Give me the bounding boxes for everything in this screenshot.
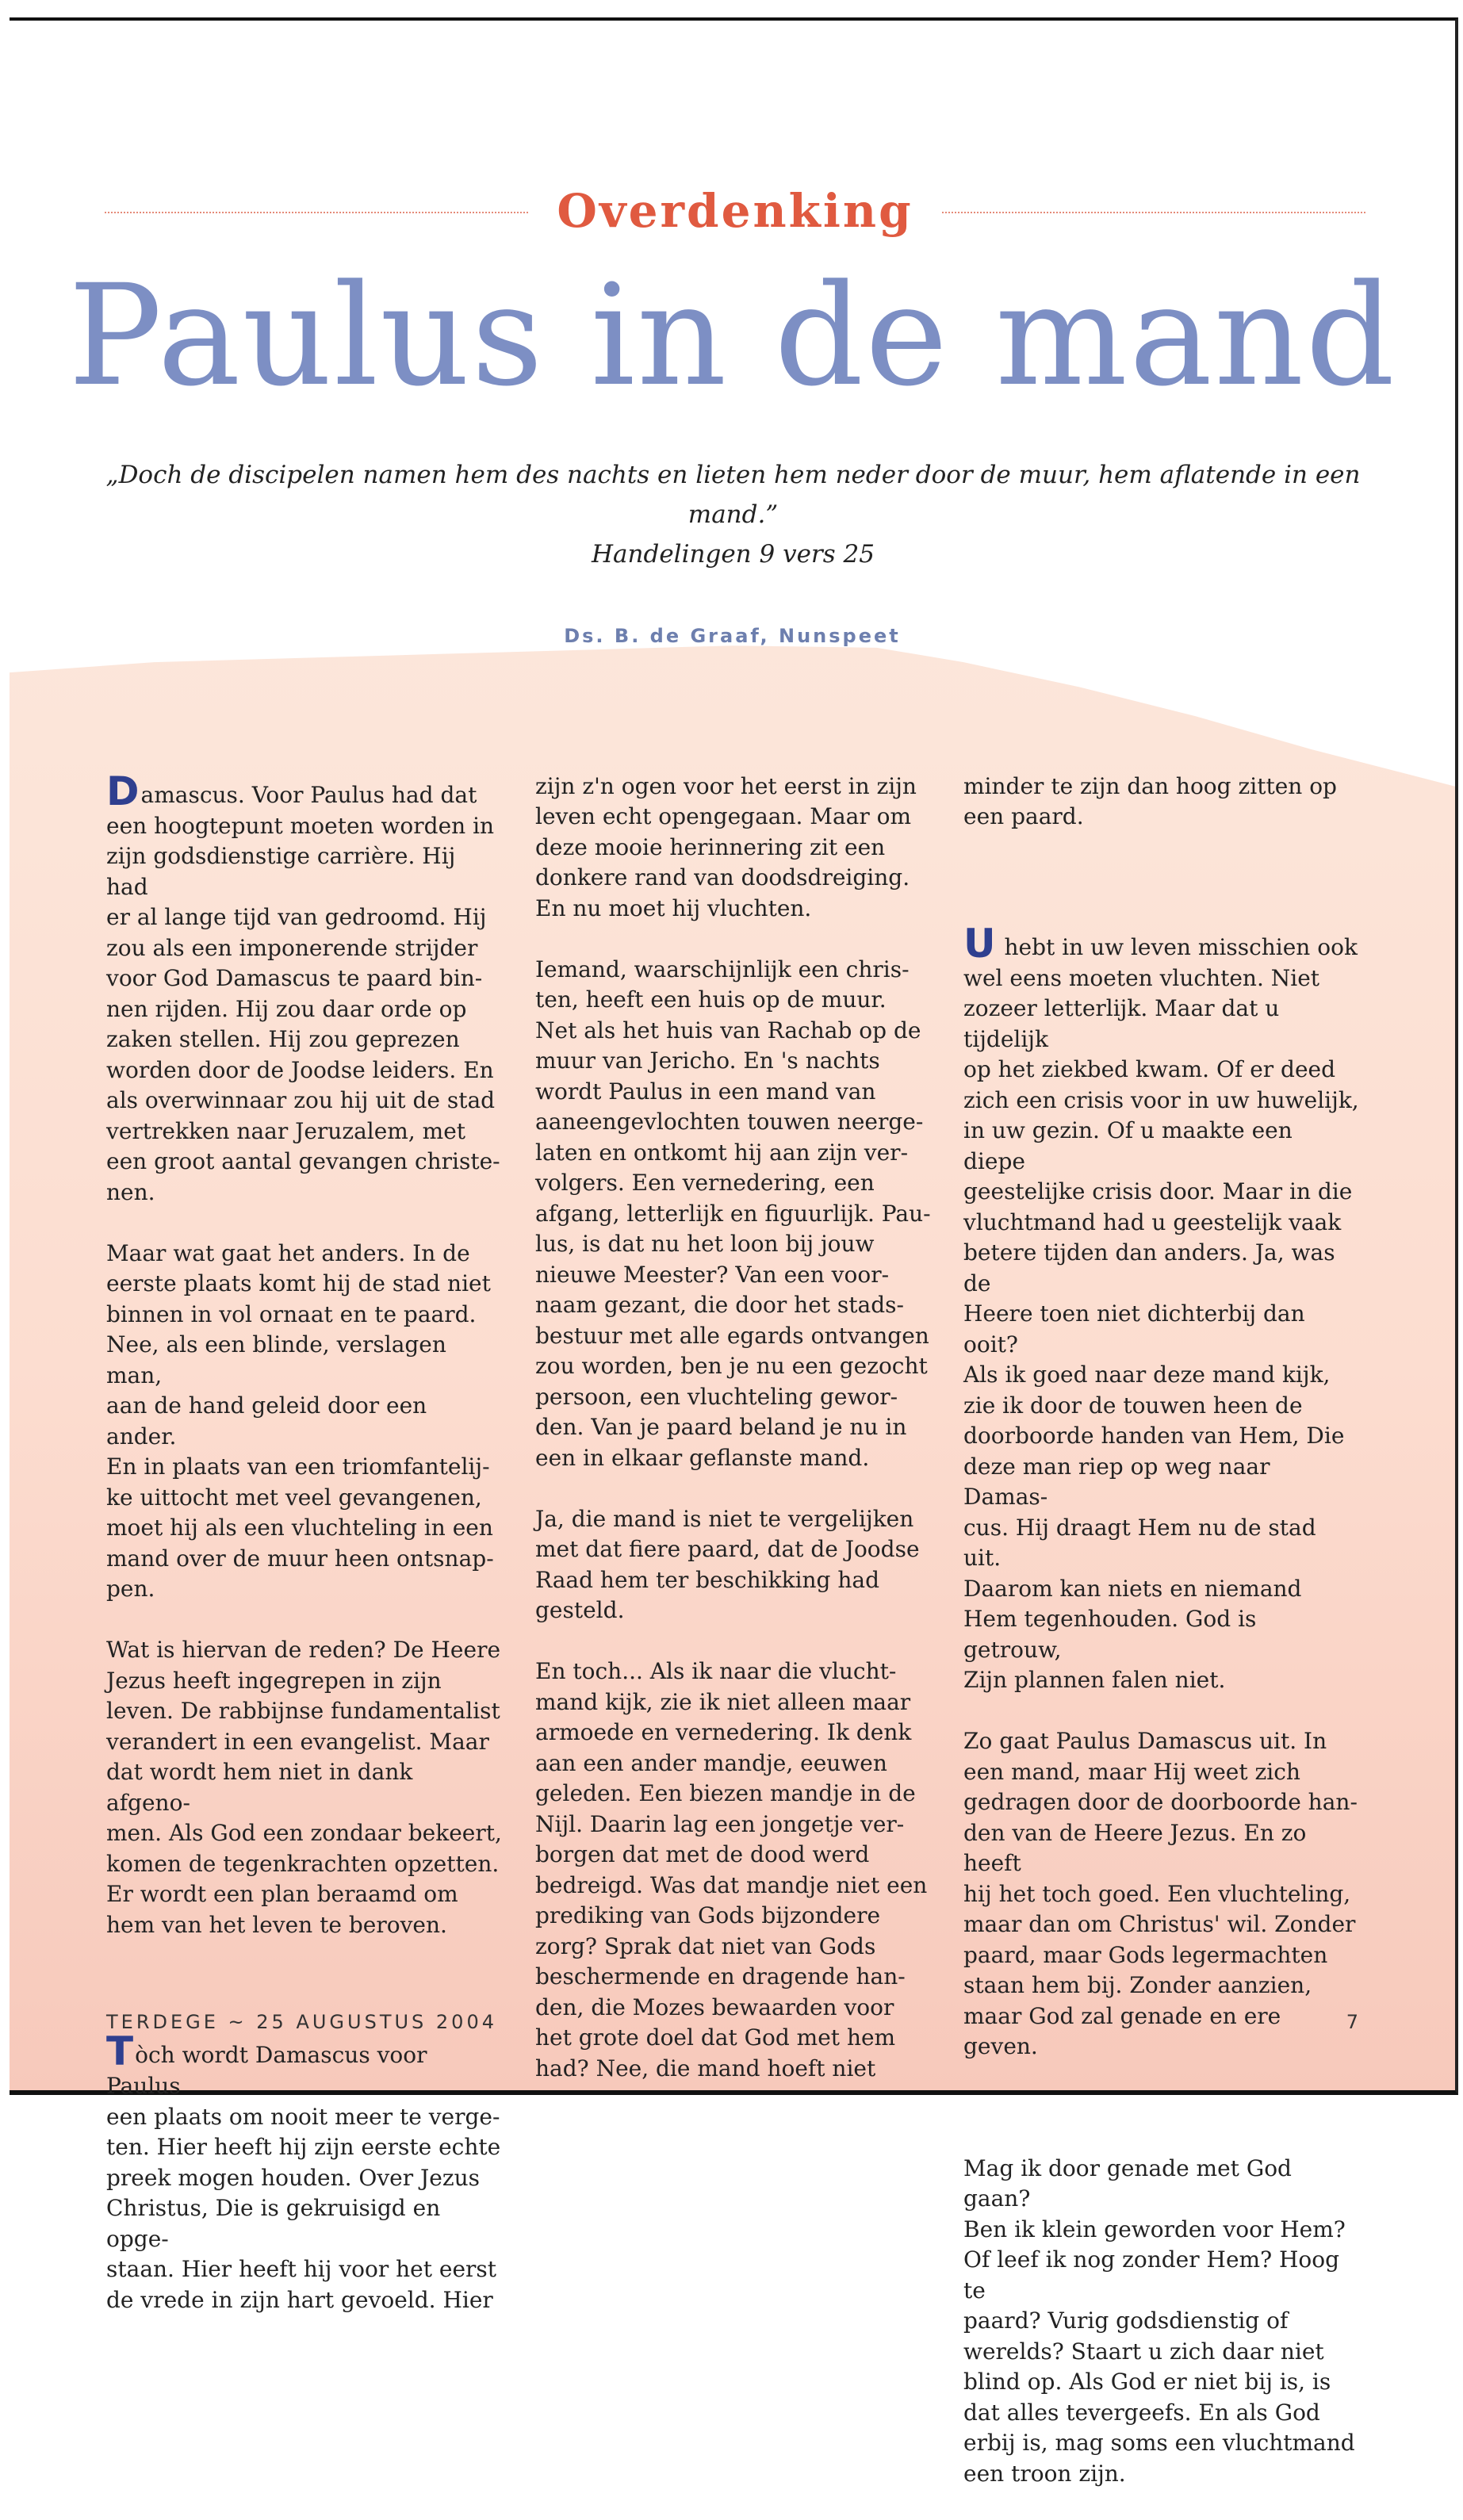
epigraph bbox=[89, 455, 1377, 574]
section-header bbox=[105, 179, 1365, 243]
paragraph bbox=[106, 2028, 503, 2315]
drop-cap: U bbox=[963, 920, 996, 967]
article-column-2 bbox=[535, 741, 932, 2115]
dotted-rule-left bbox=[105, 212, 528, 213]
paragraph: Mag ik door genade met God gaan? Ben ik klein geworden voor Hem? Of leef ik nog zonder Hem? Hoog te paard? Vurig godsdienstig of werelds? Staart u zich daar niet blind op. Als God er niet bij is, is dat alles tevergeefs. En als God erbij is, mag soms een vluchtmand een troon zijn. bbox=[963, 2154, 1355, 2487]
paragraph: Zo gaat Paulus Damascus uit. In een mand, maar Hij weet zich gedragen door de doorboorde han- den van de Heere Jezus. En zo heeft hij het toch goed. Een vluchteling, maar dan om Christus' wil. Zonder paard, maar Gods legermachten staan hem bij. Zonder aanzien, maar God zal genade en ere geven. bbox=[963, 1728, 1358, 2059]
dotted-rule-right bbox=[942, 212, 1365, 213]
article-column-3 bbox=[963, 741, 1360, 2520]
article-title: Paulus in de mand bbox=[68, 255, 1396, 417]
paragraph bbox=[106, 768, 503, 1208]
paragraph-text: hebt in uw leven misschien ook wel eens moeten vluchten. Niet zozeer letterlijk. Maar dat u tijdelijk op het ziekbed kwam. Of er deed zich een crisis voor in uw huwelijk, in uw gezin. Of u maakte een diepe geestelijke crisis door. Maar in die vluchtmand had u geestelijk vaak betere tijden dan anders. Ja, was de Heere toen niet dichterbij dan ooit? Als ik goed naar deze mand kijk, zie ik door de touwen heen de doorboorde handen van Hem, Die deze man riep op weg naar Damas- cus. Hij draagt Hem nu de stad uit. Daarom kan niets en niemand Hem tegenhouden. God is getrouw, Zijn plannen falen niet. bbox=[963, 933, 1359, 1693]
section-label: Overdenking bbox=[557, 184, 913, 238]
paragraph: minder te zijn dan hoog zitten op een paard. bbox=[963, 772, 1337, 829]
article-column-1 bbox=[106, 741, 503, 2346]
paragraph: En toch... Als ik naar die vlucht- mand kijk, zie ik niet alleen maar armoede en vernedering. Ik denk aan een ander mandje, eeuwen geleden. Een biezen mandje in de Nijl. Daarin lag een jongetje ver- borgen dat met de dood werd bedreigd. Was dat mandje niet een prediking van Gods bijzondere zorg? Sprak dat niet van Gods beschermende en dragende han- den, die Mozes bewaarden voor het grote doel dat God met hem had? Nee, die mand hoeft niet bbox=[535, 1658, 928, 2081]
epigraph-reference: Handelingen 9 vers 25 bbox=[592, 540, 875, 569]
magazine-page bbox=[10, 17, 1458, 2487]
paragraph: Ja, die mand is niet te vergelijken met dat fiere paard, dat de Joodse Raad hem ter beschikking had gesteld. bbox=[535, 1505, 920, 1623]
paragraph: zijn z'n ogen voor het eerst in zijn leven echt opengegaan. Maar om deze mooie herinnering zit een donkere rand van doodsdreiging. En nu moet hij vluchten. bbox=[535, 772, 917, 921]
paragraph: Wat is hiervan de reden? De Heere Jezus heeft ingegrepen in zijn leven. De rabbijnse fundamentalist verandert in een evangelist. Maar dat wordt hem niet in dank afgeno- men. Als God een zondaar bekeert, komen de tegenkrachten opzetten. Er wordt een plan beraamd om hem van het leven te beroven. bbox=[106, 1637, 502, 1938]
page-footer bbox=[106, 2011, 1362, 2033]
paragraph-text: òch wordt Damascus voor Paulus een plaats om nooit meer te verge- ten. Hier heeft hij zijn eerste echte preek mogen houden. Over Jezus Christus, Die is gekruisigd en opge- staan. Hier heeft hij voor het eerst de vrede in zijn hart gevoeld. Hier bbox=[106, 2042, 501, 2313]
paragraph: Iemand, waarschijnlijk een chris- ten, heeft een huis op de muur. Net als het huis van Rachab op de muur van Jericho. En 's nachts wordt Paulus in een mand van aaneengevlochten touwen neerge- laten en ontkomt hij aan zijn ver- volgers. Een vernedering, een afgang, letterlijk en figuurlijk. Pau- lus, is dat nu het loon bij jouw nieuwe Meester? Van een voor- naam gezant, die door het stads- bestuur met alle egards ontvangen zou worden, ben je nu een gezocht persoon, een vluchteling gewor- den. Van je paard beland je nu in een in elkaar geflanste mand. bbox=[535, 956, 931, 1471]
epigraph-quote: „Doch de discipelen namen hem des nachts en lieten hem neder door de muur, hem aflatende in een mand.” bbox=[105, 461, 1361, 529]
page-number: 7 bbox=[1346, 2011, 1362, 2033]
paragraph-text: amascus. Voor Paulus had dat een hoogtepunt moeten worden in zijn godsdienstige carrière. Hij had er al lange tijd van gedroomd. Hij zou als een imponerende strijder voor God Damascus te paard bin- nen rijden. Hij zou daar orde op zaken stellen. Hij zou geprezen worden door de Joodse leiders. En als overwinnaar zou hij uit de stad vertrekken naar Jeruzalem, met een groot aantal gevangen christe- nen. bbox=[106, 781, 500, 1205]
publication-info: TERDEGE ~ 25 AUGUSTUS 2004 bbox=[106, 2011, 497, 2033]
paragraph: Maar wat gaat het anders. In de eerste plaats komt hij de stad niet binnen in vol ornaat en te paard. Nee, als een blinde, verslagen man, aan de hand geleid door een ander. En in plaats van een triomfantelij- ke uittocht met veel gevangenen, moet hij als een vluchteling in een mand over de muur heen ontsnap- pen. bbox=[106, 1239, 494, 1602]
drop-cap: D bbox=[106, 768, 140, 814]
byline: Ds. B. de Graaf, Nunspeet bbox=[564, 625, 901, 647]
drop-cap: T bbox=[106, 2028, 134, 2074]
paragraph bbox=[963, 920, 1360, 1696]
